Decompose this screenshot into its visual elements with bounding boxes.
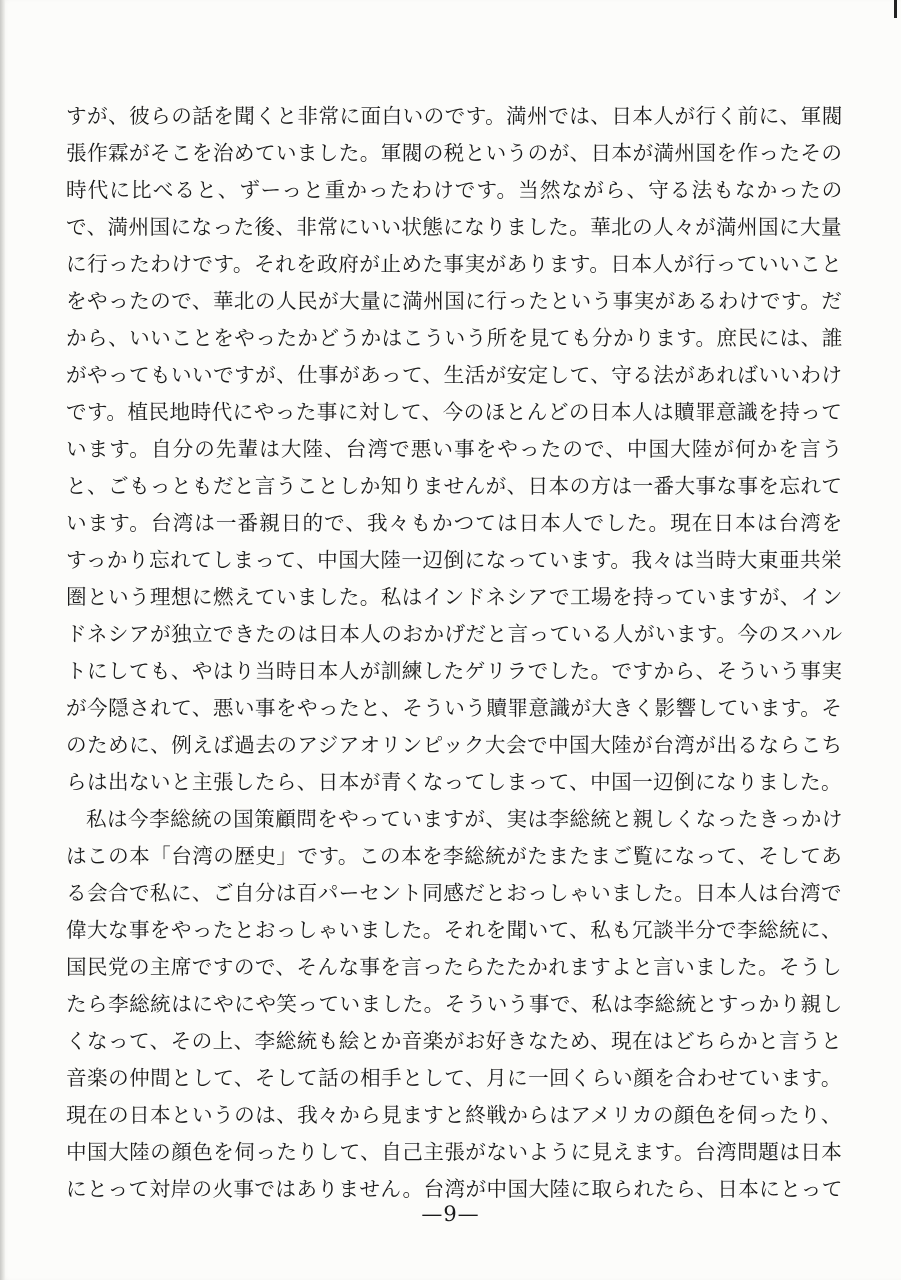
text-line: ドネシアが独立できたのは日本人のおかげだと言っている人がいます。今のスハル (66, 622, 843, 646)
page-number: —9— (421, 1202, 480, 1226)
text-line: る会合で私に、ご自分は百パーセント同感だとおっしゃいました。日本人は台湾で (66, 881, 842, 905)
text-line: 音楽の仲間として、そして話の相手として、月に一回くらい顔を合わせています。 (66, 1066, 842, 1090)
body-text (66, 98, 842, 1208)
text-line: で、満州国になった後、非常にいい状態になりました。華北の人々が満州国に大量 (66, 215, 842, 239)
text-line: にとって対岸の火事ではありません。台湾が中国大陸に取られたら、日本にとって (66, 1177, 843, 1201)
text-line: はこの本「台湾の歴史」です。この本を李総統がたまたまご覧になって、そしてあ (66, 844, 843, 868)
text-line: のために、例えば過去のアジアオリンピック大会で中国大陸が台湾が出るならこち (66, 733, 843, 757)
text-line: トにしても、やはり当時日本人が訓練したゲリラでした。ですから、そういう事実 (66, 659, 843, 683)
text-line: すが、彼らの話を聞くと非常に面白いのです。満州では、日本人が行く前に、軍閥 (66, 104, 843, 128)
text-line: 時代に比べると、ずーっと重かったわけです。当然ながら、守る法もなかったの (66, 178, 844, 202)
text-line: 私は今李総統の国策顧問をやっていますが、実は李総統と親しくなったきっかけ (86, 807, 843, 831)
text-line: います。自分の先輩は大陸、台湾で悪い事をやったので、中国大陸が何かを言う (66, 437, 844, 461)
text-line: すっかり忘れてしまって、中国大陸一辺倒になっています。我々は当時大東亜共栄 (66, 548, 843, 572)
text-line: が今隠されて、悪い事をやったと、そういう贖罪意識が大きく影響しています。そ (66, 696, 843, 720)
text-line: 現在の日本というのは、我々から見ますと終戦からはアメリカの顔色を伺ったり、 (66, 1103, 842, 1127)
text-line: と、ごもっともだと言うことしか知りませんが、日本の方は一番大事な事を忘れて (66, 474, 843, 498)
text-line: をやったので、華北の人民が大量に満州国に行ったという事実があるわけです。だ (66, 289, 843, 313)
text-line: 張作霖がそこを治めていました。軍閥の税というのが、日本が満州国を作ったその (66, 141, 843, 165)
text-line: 中国大陸の顔色を伺ったりして、自己主張がないように見えます。台湾問題は日本 (66, 1140, 843, 1164)
text-line: に行ったわけです。それを政府が止めた事実があります。日本人が行っていいこと (66, 252, 843, 276)
scan-shadow-edge (0, 0, 5, 1280)
text-line: 偉大な事をやったとおっしゃいました。それを聞いて、私も冗談半分で李総統に、 (66, 918, 842, 942)
text-line: らは出ないと主張したら、日本が青くなってしまって、中国一辺倒になりました。 (66, 770, 842, 794)
text-line: 国民党の主席ですので、そんな事を言ったらたたかれますよと言いました。そうし (66, 955, 842, 979)
text-line: がやってもいいですが、仕事があって、生活が安定して、守る法があればいいわけ (66, 363, 843, 387)
text-line: います。台湾は一番親日的で、我々もかつては日本人でした。現在日本は台湾を (66, 511, 844, 535)
text-line: 圏という理想に燃えていました。私はインドネシアで工場を持っていますが、イン (66, 585, 843, 609)
text-line: たら李総統はにやにや笑っていました。そういう事で、私は李総統とすっかり親し (66, 992, 843, 1016)
text-line: です。植民地時代にやった事に対して、今のほとんどの日本人は贖罪意識を持って (66, 400, 843, 424)
text-line: くなって、その上、李総統も絵とか音楽がお好きなため、現在はどちらかと言うと (66, 1029, 843, 1053)
corner-mark (894, 0, 897, 18)
text-line: から、いいことをやったかどうかはこういう所を見ても分かります。庶民には、誰 (66, 326, 843, 350)
